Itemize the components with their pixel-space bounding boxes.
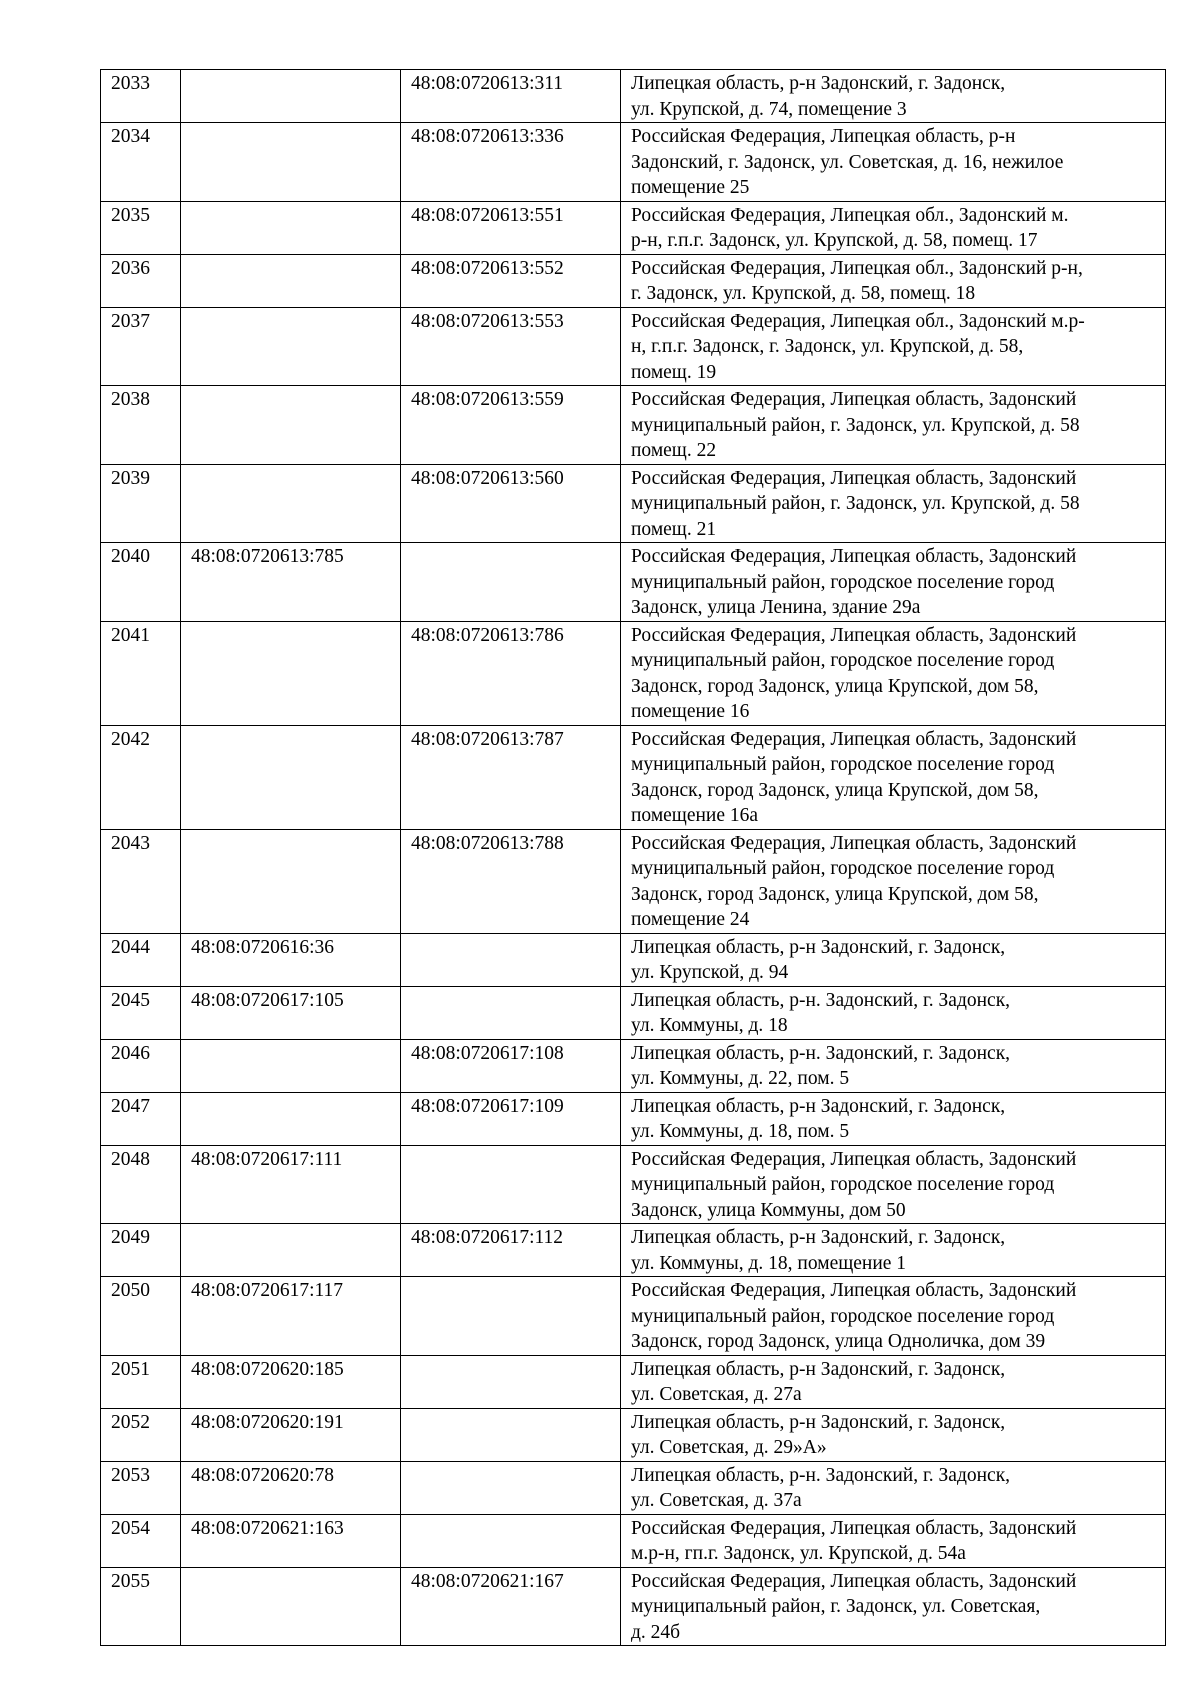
land-cadastral-number-cell: 48:08:0720617:111 xyxy=(181,1145,401,1224)
object-cadastral-number-cell xyxy=(401,1145,621,1224)
address-line: Задонск, улица Коммуны, дом 50 xyxy=(631,1199,906,1221)
table-row xyxy=(101,307,1166,386)
land-cadastral-number-cell xyxy=(181,386,401,465)
address-line: Российская Федерация, Липецкая область, Задонский xyxy=(631,467,1077,489)
address-line: помещ. 22 xyxy=(631,440,717,461)
address-line: Российская Федерация, Липецкая обл., Задонский м. xyxy=(631,204,1069,226)
row-number-cell: 2043 xyxy=(101,829,181,933)
row-number-cell: 2042 xyxy=(101,725,181,829)
registry-table xyxy=(100,69,1166,1646)
address-cell xyxy=(621,1408,1166,1461)
table-row xyxy=(101,1277,1166,1356)
address-line: Российская Федерация, Липецкая область, Задонский xyxy=(631,389,1077,410)
address-cell xyxy=(621,543,1166,622)
object-cadastral-number-cell: 48:08:0720617:108 xyxy=(401,1039,621,1092)
table-row xyxy=(101,123,1166,202)
land-cadastral-number-cell xyxy=(181,1092,401,1145)
address-line: муниципальный район, городское поселение город xyxy=(631,1305,1055,1327)
address-line: Российская Федерация, Липецкая область, Задонский xyxy=(631,1570,1077,1592)
land-cadastral-number-cell xyxy=(181,70,401,123)
address-cell xyxy=(621,254,1166,307)
address-line: Российская Федерация, Липецкая область, р-н xyxy=(631,126,1016,147)
table-row xyxy=(101,1514,1166,1567)
table-row xyxy=(101,1355,1166,1408)
address-cell xyxy=(621,725,1166,829)
land-cadastral-number-cell xyxy=(181,829,401,933)
object-cadastral-number-cell: 48:08:0720621:167 xyxy=(401,1567,621,1646)
address-cell xyxy=(621,986,1166,1039)
object-cadastral-number-cell xyxy=(401,543,621,622)
address-line: помещение 25 xyxy=(631,177,750,198)
row-number-cell: 2040 xyxy=(101,543,181,622)
address-line: Липецкая область, р-н Задонский, г. Задонск, xyxy=(631,1227,1006,1248)
table-row xyxy=(101,70,1166,123)
object-cadastral-number-cell: 48:08:0720613:311 xyxy=(401,70,621,123)
land-cadastral-number-cell xyxy=(181,201,401,254)
address-cell xyxy=(621,307,1166,386)
object-cadastral-number-cell xyxy=(401,1461,621,1514)
land-cadastral-number-cell: 48:08:0720613:785 xyxy=(181,543,401,622)
address-line: Задонск, город Задонск, улица Крупской, дом 58, xyxy=(631,675,1039,697)
object-cadastral-number-cell: 48:08:0720613:787 xyxy=(401,725,621,829)
address-line: ул. Советская, д. 27а xyxy=(631,1384,802,1405)
object-cadastral-number-cell xyxy=(401,986,621,1039)
row-number-cell: 2049 xyxy=(101,1224,181,1277)
address-line: г. Задонск, ул. Крупской, д. 58, помещ. 18 xyxy=(631,283,976,304)
address-line: помещение 16а xyxy=(631,805,759,826)
address-line: ул. Крупской, д. 74, помещение 3 xyxy=(631,98,907,120)
address-line: муниципальный район, городское поселение город xyxy=(631,754,1055,775)
land-cadastral-number-cell: 48:08:0720620:191 xyxy=(181,1408,401,1461)
address-line: Задонск, город Задонск, улица Крупской, дом 58, xyxy=(631,883,1039,905)
table-row xyxy=(101,1461,1166,1514)
row-number-cell: 2044 xyxy=(101,933,181,986)
land-cadastral-number-cell: 48:08:0720620:78 xyxy=(181,1461,401,1514)
address-line: н, г.п.г. Задонск, г. Задонск, ул. Крупской, д. 58, xyxy=(631,336,1024,357)
table-row xyxy=(101,464,1166,543)
land-cadastral-number-cell xyxy=(181,1039,401,1092)
object-cadastral-number-cell: 48:08:0720613:552 xyxy=(401,254,621,307)
address-line: ул. Коммуны, д. 22, пом. 5 xyxy=(631,1068,850,1089)
row-number-cell: 2047 xyxy=(101,1092,181,1145)
row-number-cell: 2052 xyxy=(101,1408,181,1461)
address-cell xyxy=(621,1092,1166,1145)
row-number-cell: 2045 xyxy=(101,986,181,1039)
land-cadastral-number-cell xyxy=(181,464,401,543)
land-cadastral-number-cell xyxy=(181,1224,401,1277)
row-number-cell: 2053 xyxy=(101,1461,181,1514)
address-cell xyxy=(621,70,1166,123)
row-number-cell: 2033 xyxy=(101,70,181,123)
address-line: Липецкая область, р-н Задонский, г. Задонск, xyxy=(631,1411,1006,1433)
table-row xyxy=(101,725,1166,829)
land-cadastral-number-cell: 48:08:0720617:105 xyxy=(181,986,401,1039)
address-cell xyxy=(621,621,1166,725)
row-number-cell: 2036 xyxy=(101,254,181,307)
address-line: р-н, г.п.г. Задонск, ул. Крупской, д. 58, помещ. 17 xyxy=(631,230,1038,251)
land-cadastral-number-cell xyxy=(181,254,401,307)
address-cell xyxy=(621,1039,1166,1092)
table-row xyxy=(101,1567,1166,1646)
address-line: Российская Федерация, Липецкая область, Задонский xyxy=(631,1148,1077,1170)
table-row xyxy=(101,254,1166,307)
row-number-cell: 2041 xyxy=(101,621,181,725)
address-line: Задонск, город Задонск, улица Одноличка, дом 39 xyxy=(631,1331,1046,1352)
land-cadastral-number-cell xyxy=(181,725,401,829)
address-line: Российская Федерация, Липецкая область, Задонский xyxy=(631,1280,1077,1301)
address-line: помещ. 19 xyxy=(631,361,717,383)
table-row xyxy=(101,386,1166,465)
table-row xyxy=(101,986,1166,1039)
address-line: Задонск, улица Ленина, здание 29а xyxy=(631,597,921,618)
address-line: Российская Федерация, Липецкая область, Задонский xyxy=(631,546,1077,567)
address-cell xyxy=(621,1567,1166,1646)
address-line: Российская Федерация, Липецкая область, Задонский xyxy=(631,728,1077,750)
registry-table-body xyxy=(101,70,1166,1646)
address-line: Липецкая область, р-н Задонский, г. Задонск, xyxy=(631,73,1006,94)
address-line: м.р-н, гп.г. Задонск, ул. Крупской, д. 54а xyxy=(631,1543,966,1564)
row-number-cell: 2048 xyxy=(101,1145,181,1224)
object-cadastral-number-cell: 48:08:0720613:551 xyxy=(401,201,621,254)
object-cadastral-number-cell xyxy=(401,1355,621,1408)
address-cell xyxy=(621,829,1166,933)
address-cell xyxy=(621,1145,1166,1224)
table-row xyxy=(101,1145,1166,1224)
address-line: Липецкая область, р-н. Задонский, г. Задонск, xyxy=(631,1042,1011,1064)
address-line: Липецкая область, р-н Задонский, г. Задонск, xyxy=(631,936,1006,958)
row-number-cell: 2054 xyxy=(101,1514,181,1567)
row-number-cell: 2046 xyxy=(101,1039,181,1092)
row-number-cell: 2034 xyxy=(101,123,181,202)
address-line: помещение 24 xyxy=(631,909,750,930)
object-cadastral-number-cell xyxy=(401,1277,621,1356)
address-line: ул. Коммуны, д. 18, помещение 1 xyxy=(631,1252,907,1274)
land-cadastral-number-cell xyxy=(181,307,401,386)
address-line: Российская Федерация, Липецкая область, Задонский xyxy=(631,1517,1077,1539)
address-line: Липецкая область, р-н. Задонский, г. Задонск, xyxy=(631,989,1011,1011)
address-line: Липецкая область, р-н Задонский, г. Задонск, xyxy=(631,1358,1006,1380)
address-line: муниципальный район, г. Задонск, ул. Крупской, д. 58 xyxy=(631,493,1080,514)
address-line: помещ. 21 xyxy=(631,518,717,540)
table-row xyxy=(101,829,1166,933)
object-cadastral-number-cell: 48:08:0720617:109 xyxy=(401,1092,621,1145)
address-line: Задонск, город Задонск, улица Крупской, дом 58, xyxy=(631,779,1039,801)
address-line: Российская Федерация, Липецкая область, Задонский xyxy=(631,624,1077,646)
land-cadastral-number-cell xyxy=(181,1567,401,1646)
address-line: помещение 16 xyxy=(631,701,750,722)
object-cadastral-number-cell: 48:08:0720613:560 xyxy=(401,464,621,543)
row-number-cell: 2050 xyxy=(101,1277,181,1356)
address-line: муниципальный район, городское поселение город xyxy=(631,1174,1055,1195)
object-cadastral-number-cell xyxy=(401,1514,621,1567)
object-cadastral-number-cell: 48:08:0720613:336 xyxy=(401,123,621,202)
address-line: Российская Федерация, Липецкая обл., Задонский р-н, xyxy=(631,257,1083,279)
address-cell xyxy=(621,464,1166,543)
address-line: ул. Советская, д. 29»А» xyxy=(631,1437,827,1458)
address-line: Российская Федерация, Липецкая область, Задонский xyxy=(631,832,1077,854)
row-number-cell: 2035 xyxy=(101,201,181,254)
table-row xyxy=(101,933,1166,986)
address-cell xyxy=(621,1461,1166,1514)
row-number-cell: 2055 xyxy=(101,1567,181,1646)
address-cell xyxy=(621,1277,1166,1356)
table-row xyxy=(101,1224,1166,1277)
address-line: муниципальный район, городское поселение город xyxy=(631,858,1055,879)
address-line: ул. Коммуны, д. 18, пом. 5 xyxy=(631,1121,850,1142)
address-line: ул. Советская, д. 37а xyxy=(631,1490,802,1511)
address-cell xyxy=(621,933,1166,986)
address-line: муниципальный район, г. Задонск, ул. Крупской, д. 58 xyxy=(631,414,1080,436)
address-line: муниципальный район, городское поселение город xyxy=(631,571,1055,593)
table-row xyxy=(101,1039,1166,1092)
row-number-cell: 2038 xyxy=(101,386,181,465)
address-cell xyxy=(621,1514,1166,1567)
land-cadastral-number-cell: 48:08:0720620:185 xyxy=(181,1355,401,1408)
table-row xyxy=(101,201,1166,254)
object-cadastral-number-cell: 48:08:0720613:559 xyxy=(401,386,621,465)
table-row xyxy=(101,621,1166,725)
land-cadastral-number-cell: 48:08:0720621:163 xyxy=(181,1514,401,1567)
address-cell xyxy=(621,123,1166,202)
address-line: Задонский, г. Задонск, ул. Советская, д. 16, нежилое xyxy=(631,151,1064,173)
address-line: д. 24б xyxy=(631,1621,681,1643)
object-cadastral-number-cell: 48:08:0720613:786 xyxy=(401,621,621,725)
address-line: муниципальный район, г. Задонск, ул. Советская, xyxy=(631,1596,1041,1617)
object-cadastral-number-cell: 48:08:0720613:553 xyxy=(401,307,621,386)
land-cadastral-number-cell xyxy=(181,123,401,202)
row-number-cell: 2039 xyxy=(101,464,181,543)
address-cell xyxy=(621,201,1166,254)
table-row xyxy=(101,1092,1166,1145)
land-cadastral-number-cell: 48:08:0720616:36 xyxy=(181,933,401,986)
address-cell xyxy=(621,1224,1166,1277)
object-cadastral-number-cell: 48:08:0720617:112 xyxy=(401,1224,621,1277)
table-row xyxy=(101,1408,1166,1461)
address-line: муниципальный район, городское поселение город xyxy=(631,650,1055,671)
address-line: Российская Федерация, Липецкая обл., Задонский м.р- xyxy=(631,310,1085,332)
address-line: Липецкая область, р-н. Задонский, г. Задонск, xyxy=(631,1464,1011,1486)
row-number-cell: 2037 xyxy=(101,307,181,386)
object-cadastral-number-cell xyxy=(401,933,621,986)
address-cell xyxy=(621,1355,1166,1408)
address-cell xyxy=(621,386,1166,465)
object-cadastral-number-cell: 48:08:0720613:788 xyxy=(401,829,621,933)
table-row xyxy=(101,543,1166,622)
object-cadastral-number-cell xyxy=(401,1408,621,1461)
address-line: Липецкая область, р-н Задонский, г. Задонск, xyxy=(631,1095,1006,1117)
address-line: ул. Крупской, д. 94 xyxy=(631,962,789,983)
land-cadastral-number-cell xyxy=(181,621,401,725)
row-number-cell: 2051 xyxy=(101,1355,181,1408)
land-cadastral-number-cell: 48:08:0720617:117 xyxy=(181,1277,401,1356)
address-line: ул. Коммуны, д. 18 xyxy=(631,1015,788,1036)
